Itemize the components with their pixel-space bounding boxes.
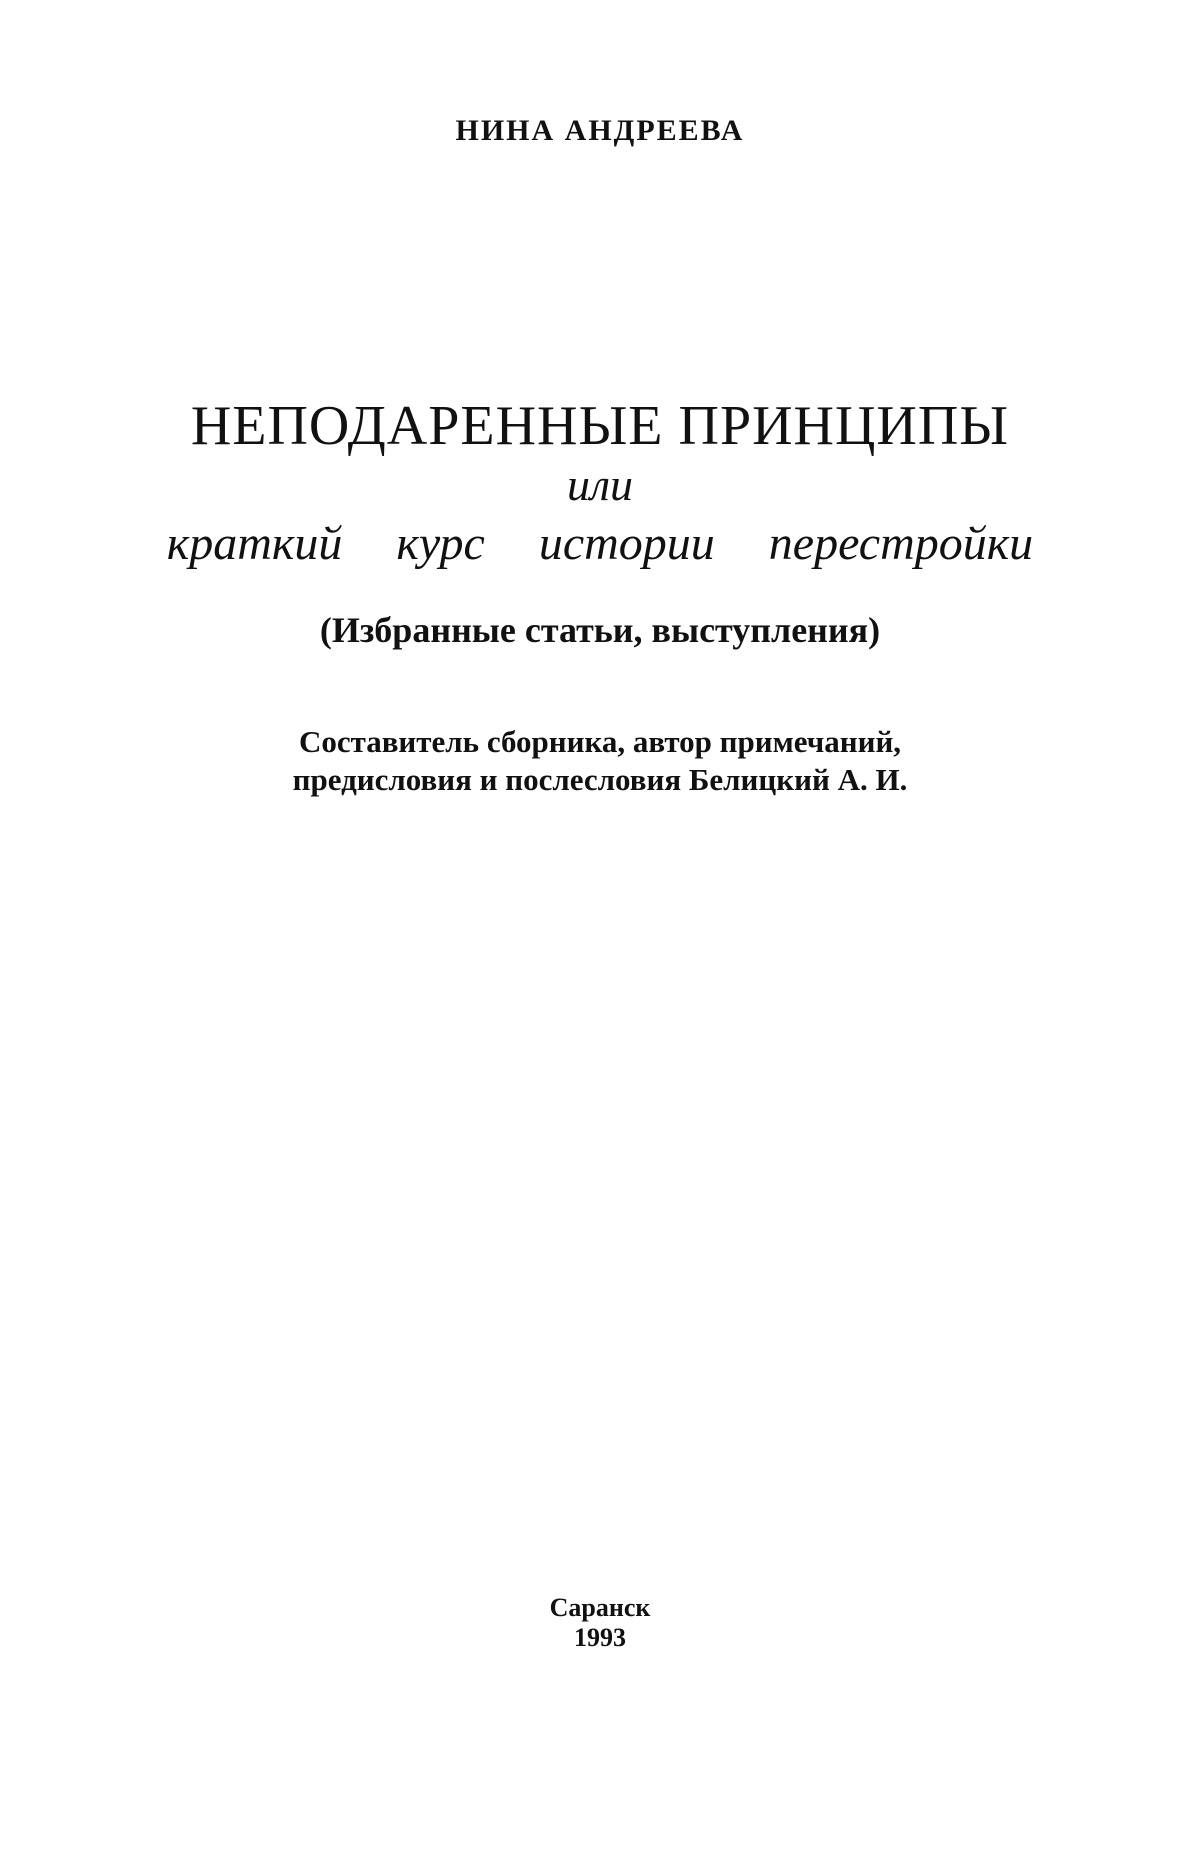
- title-conjunction: или: [566, 459, 634, 510]
- subtitle-word: курс: [396, 517, 485, 570]
- credits-line-1: Составитель сборника, автор примечаний,: [298, 724, 902, 759]
- subtitle-word: краткий: [166, 517, 343, 570]
- imprint-city: Саранск: [549, 1593, 651, 1622]
- author-name: НИНА АНДРЕЕВА: [455, 114, 745, 147]
- collection-note: (Избранные статьи, выступления): [319, 610, 881, 650]
- imprint-year: 1993: [574, 1623, 626, 1652]
- subtitle-word: истории: [538, 517, 715, 570]
- subtitle-word: перестройки: [768, 517, 1034, 570]
- book-title: НЕПОДАРЕННЫЕ ПРИНЦИПЫ: [190, 395, 1010, 457]
- book-subtitle: [0, 517, 1200, 570]
- credits-line-2: предисловия и послесловия Белицкий А. И.: [292, 762, 908, 797]
